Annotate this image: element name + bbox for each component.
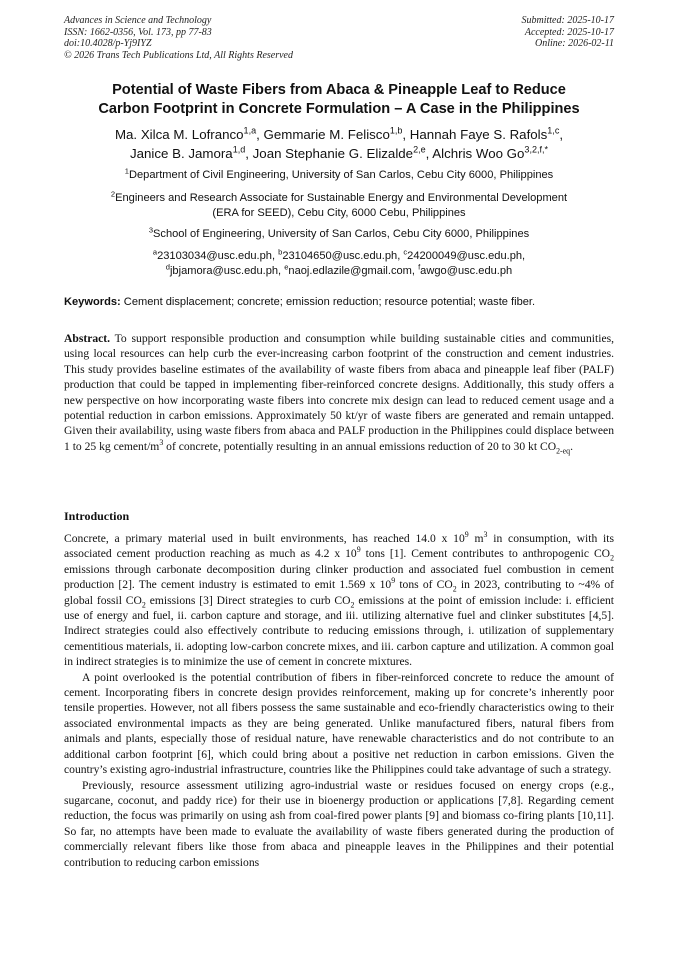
journal-header	[64, 15, 293, 61]
superscript: 9	[464, 530, 469, 540]
author-name: Gemmarie M. Felisco	[263, 127, 390, 142]
email-address[interactable]: naoj.edlazile@gmail.com,	[288, 264, 419, 277]
author-affiliation-mark: 1,d	[232, 144, 246, 155]
email-address[interactable]: 23104650@usc.edu.ph,	[282, 250, 404, 262]
text-run: Concrete, a primary material used in built environments, has reached 14.0 x 10	[64, 532, 465, 545]
text-run: m	[468, 532, 484, 545]
text-run: tons of CO	[395, 578, 453, 592]
paper-title	[40, 81, 638, 119]
email-line-2	[50, 261, 628, 279]
copyright-line: © 2026 Trans Tech Publications Ltd, All Rights Reserved	[64, 49, 293, 61]
text-run: emissions [3] Direct strategies to curb CO	[145, 593, 351, 607]
doi-line[interactable]: doi:10.4028/p-Yj9IYZ	[64, 38, 152, 50]
intro-paragraph-1	[64, 531, 614, 670]
affiliation-3	[50, 227, 628, 242]
text-run: in consumption, with its associated cement production reaching as much as 4.2 x 10	[64, 532, 614, 561]
author-name: Hannah Faye S. Rafols	[409, 127, 548, 142]
email-line-1	[50, 249, 628, 264]
author-affiliation-mark: 3,2,f,*	[524, 144, 549, 155]
subscript: 2	[610, 553, 614, 563]
affiliation-text: School of Engineering, University of San Carlos, Cebu City 6000, Philippines	[153, 228, 530, 240]
subscript: 2	[350, 599, 355, 609]
author-separator: ,	[402, 127, 410, 142]
dates-header	[522, 15, 615, 50]
journal-name: Advances in Science and Technology	[64, 15, 212, 26]
text-run: emissions at the point of emission include: i. efficient use of energy and fuel, ii. carbon capture and storage, and iii. utilizing alternative fuel and clinker substitutes [4,5]. Indirect strategies could also effectively contribute to reducing emissions through, i. utilization of supplementary cementitious materials, ii. adopting low-carbon concrete mixes, and iii. carbon capture and utilization. A common goal in indirect strategies is to minimize the use of cement in concrete mixtures.	[64, 593, 614, 669]
text-run: in 2023, contributing to ~4% of global fossil CO	[64, 578, 614, 607]
author-affiliation-mark: 2,e	[413, 144, 426, 155]
abstract-paragraph	[64, 331, 614, 454]
section-heading-introduction: Introduction	[64, 509, 130, 523]
email-mark: d	[165, 261, 170, 271]
author-line-2	[40, 144, 638, 163]
affiliation-text-continued: (ERA for SEED), Cebu City, 6000 Cebu, Philippines	[212, 206, 466, 219]
affiliation-mark: 1	[124, 166, 129, 176]
subscript: 2	[452, 584, 457, 594]
author-affiliation-mark: 1,a	[243, 125, 257, 136]
email-address[interactable]: jbjamora@usc.edu.ph,	[169, 264, 285, 277]
author-separator: ,	[425, 146, 433, 161]
author-name: Janice B. Jamora	[129, 146, 233, 161]
author-name: Ma. Xilca M. Lofranco	[114, 127, 244, 142]
email-mark: e	[284, 261, 289, 271]
affiliation-mark: 2	[110, 189, 116, 199]
email-mark: f	[418, 261, 421, 271]
submitted-date: Submitted: 2025-10-17	[521, 15, 614, 26]
author-affiliation-mark: 1,c	[547, 125, 560, 136]
author-separator: ,	[256, 127, 264, 142]
affiliation-2	[50, 191, 628, 220]
author-separator: ,	[245, 146, 253, 161]
affiliation-text: Engineers and Research Associate for Sustainable Energy and Environmental Development	[115, 192, 568, 204]
author-name: Joan Stephanie G. Elizalde	[252, 146, 414, 161]
abstract	[64, 331, 614, 454]
text-run: emissions through carbonate decomposition during clinker production and associated fuel combustion in cement production [2]. The cement industry is estimated to emit 1.569 x 10	[64, 562, 614, 592]
superscript: 3	[483, 530, 488, 540]
author-name: Alchris Woo Go	[432, 146, 525, 161]
abstract-text: of concrete, potentially resulting in an annual emissions reduction of 20 to 30 kt CO	[163, 439, 557, 453]
intro-paragraph-3: Previously, resource assessment utilizing agro-industrial waste or residues focused on energy crops (e.g., sugarcane, coconut, and paddy rice) for their use in bioenergy production or applications [7,8]. Regarding cement reduction, the focus was primarily on using ash from coal-fired power plants [9] and biomass co-firing plants [10,11]. So far, no attempts have been made to evaluate the availability of waste fibers generated during the production of commercially relevant fibers like those from abaca and pineapple leaves in the Philippines and their potential contribution to reducing carbon emissions	[64, 778, 614, 869]
email-address[interactable]: 23103034@usc.edu.ph,	[157, 250, 279, 262]
keywords-text: Cement displacement; concrete; emission reduction; resource potential; waste fiber.	[120, 296, 536, 308]
issn-line: ISSN: 1662-0356, Vol. 173, pp 77-83	[64, 26, 212, 38]
title-line-2: Carbon Footprint in Concrete Formulation – A Case in the Philippines	[98, 101, 580, 117]
introduction-body	[64, 531, 614, 870]
author-list	[40, 125, 638, 163]
intro-paragraph-2: A point overlooked is the potential contribution of fibers in fiber-reinforced concrete to reduce the amount of cement. Incorporating fibers in concrete design provides reinforcement, making up for concrete’s inherently poor tensile properties. However, not all fibers possess the same sustainable and eco-friendly characteristics owing to their associated environmental impacts as they are being generated. Unlike manufactured fibers, natural fibers from animals and plants, especially those of residual nature, have renewable characteristics and do not contribute to an additional carbon footprint [6], which could bring about a positive net reduction in carbon emissions. Given the country’s existing agro-industrial infrastructure, countries like the Philippines could take advantage of such a strategy.	[64, 670, 614, 777]
email-address[interactable]: awgo@usc.edu.ph	[420, 264, 513, 277]
abstract-label: Abstract.	[64, 332, 111, 345]
superscript: 9	[356, 545, 361, 555]
title-line-1: Potential of Waste Fibers from Abaca & Pineapple Leaf to Reduce	[112, 82, 566, 98]
abstract-text: .	[570, 439, 573, 453]
keywords-label: Keywords:	[64, 296, 121, 308]
author-affiliation-mark: 1,b	[389, 125, 403, 136]
keywords-line	[64, 295, 624, 309]
author-separator: ,	[559, 127, 564, 142]
email-mark: a	[152, 247, 158, 257]
abstract-text: To support responsible production and consumption while building sustainable cities and communities, using local resources can help curb the ever-increasing carbon footprint of the construction and cement industries. This study provides baseline estimates of the availability of waste fibers from abaca and pineapple leaf fiber (PALF) production that could be tapped in implementing fiber-reinforced concrete designs. Additionally, this study offers a new perspective on how incorporating waste fibers into concrete mix design can lead to reduced cement usage and a potential reduction in carbon emissions. Approximately 50 kt/yr of waste fibers are generated and remain untapped. Given their availability, using waste fibers from abaca and PALF production in the Philippines could displace between 1 to 25 kg cement/m	[64, 332, 614, 453]
accepted-date: Accepted: 2025-10-17	[524, 26, 614, 38]
affiliation-mark: 3	[148, 225, 154, 235]
text-run: tons [1]. Cement contributes to anthropogenic CO	[360, 547, 611, 561]
superscript: 9	[391, 576, 396, 586]
affiliation-text: Department of Civil Engineering, University of San Carlos, Cebu City 6000, Philippines	[128, 169, 554, 181]
subscript: 2	[141, 599, 146, 609]
superscript: 3	[159, 437, 164, 447]
affiliation-1	[50, 168, 628, 183]
author-line-1	[40, 125, 638, 144]
email-mark: c	[403, 247, 408, 257]
email-address[interactable]: 24200049@usc.edu.ph,	[407, 250, 526, 262]
email-mark: b	[278, 247, 283, 257]
subscript: 2-eq	[556, 446, 571, 456]
online-date: Online: 2026-02-11	[535, 38, 614, 50]
email-list	[50, 249, 628, 278]
